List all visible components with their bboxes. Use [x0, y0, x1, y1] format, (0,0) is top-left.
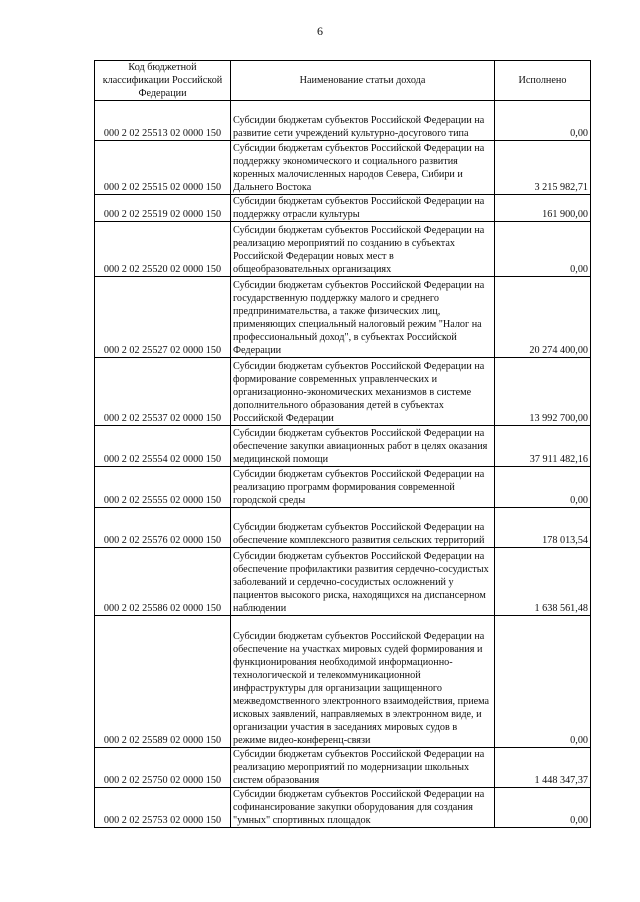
row-amount: 0,00 — [495, 467, 591, 508]
budget-income-table — [94, 60, 591, 828]
row-code: 000 2 02 25750 02 0000 150 — [95, 748, 231, 788]
row-name: Субсидии бюджетам субъектов Российской Федерации на реализацию программ формирования современной городской среды — [231, 467, 495, 508]
row-code: 000 2 02 25555 02 0000 150 — [95, 467, 231, 508]
row-amount: 20 274 400,00 — [495, 277, 591, 358]
row-code: 000 2 02 25586 02 0000 150 — [95, 548, 231, 616]
table-header-row — [95, 61, 591, 101]
row-name: Субсидии бюджетам субъектов Российской Федерации на развитие сети учреждений культурно-досугового типа — [231, 101, 495, 141]
table-row — [95, 277, 591, 358]
table-row — [95, 141, 591, 195]
table-row — [95, 467, 591, 508]
table-row — [95, 101, 591, 141]
row-amount: 0,00 — [495, 222, 591, 277]
table-row — [95, 748, 591, 788]
header-code: Код бюджетной классификации Российской Федерации — [95, 61, 231, 101]
row-code: 000 2 02 25554 02 0000 150 — [95, 426, 231, 467]
row-name: Субсидии бюджетам субъектов Российской Федерации на реализацию мероприятий по созданию в субъектах Российской Федерации новых мест в общеобразовательных организациях — [231, 222, 495, 277]
row-amount: 13 992 700,00 — [495, 358, 591, 426]
table-row — [95, 508, 591, 548]
row-name: Субсидии бюджетам субъектов Российской Федерации на софинансирование закупки оборудования для создания "умных" спортивных площадок — [231, 788, 495, 828]
row-code: 000 2 02 25589 02 0000 150 — [95, 616, 231, 748]
row-name: Субсидии бюджетам субъектов Российской Федерации на обеспечение комплексного развития сельских территорий — [231, 508, 495, 548]
table-row — [95, 358, 591, 426]
row-amount: 161 900,00 — [495, 195, 591, 222]
row-code: 000 2 02 25513 02 0000 150 — [95, 101, 231, 141]
row-amount: 0,00 — [495, 616, 591, 748]
row-amount: 3 215 982,71 — [495, 141, 591, 195]
row-name: Субсидии бюджетам субъектов Российской Федерации на обеспечение закупки авиационных работ в целях оказания медицинской помощи — [231, 426, 495, 467]
row-code: 000 2 02 25527 02 0000 150 — [95, 277, 231, 358]
row-amount: 37 911 482,16 — [495, 426, 591, 467]
table-row — [95, 222, 591, 277]
row-code: 000 2 02 25537 02 0000 150 — [95, 358, 231, 426]
table-row — [95, 548, 591, 616]
row-code: 000 2 02 25753 02 0000 150 — [95, 788, 231, 828]
row-amount: 1 638 561,48 — [495, 548, 591, 616]
row-code: 000 2 02 25576 02 0000 150 — [95, 508, 231, 548]
header-name: Наименование статьи дохода — [231, 61, 495, 101]
row-code: 000 2 02 25519 02 0000 150 — [95, 195, 231, 222]
row-amount: 1 448 347,37 — [495, 748, 591, 788]
row-amount: 178 013,54 — [495, 508, 591, 548]
row-amount: 0,00 — [495, 788, 591, 828]
row-amount: 0,00 — [495, 101, 591, 141]
row-name: Субсидии бюджетам субъектов Российской Федерации на реализацию мероприятий по модернизации школьных систем образования — [231, 748, 495, 788]
row-name: Субсидии бюджетам субъектов Российской Федерации на обеспечение профилактики развития сердечно-сосудистых заболеваний и сердечно-сосудистых осложнений у пациентов высокого риска, находящихся на диспансерном наблюдении — [231, 548, 495, 616]
row-name: Субсидии бюджетам субъектов Российской Федерации на государственную поддержку малого и среднего предпринимательства, а также физических лиц, применяющих специальный налоговый режим "Налог на профессиональный доход", в субъектах Российской Федерации — [231, 277, 495, 358]
page-number: 6 — [317, 24, 323, 38]
table-row — [95, 616, 591, 748]
header-amount: Исполнено — [495, 61, 591, 101]
row-code: 000 2 02 25520 02 0000 150 — [95, 222, 231, 277]
row-name: Субсидии бюджетам субъектов Российской Федерации на поддержку экономического и социального развития коренных малочисленных народов Севера, Сибири и Дальнего Востока — [231, 141, 495, 195]
table-row — [95, 788, 591, 828]
row-name: Субсидии бюджетам субъектов Российской Федерации на поддержку отрасли культуры — [231, 195, 495, 222]
row-name: Субсидии бюджетам субъектов Российской Федерации на формирование современных управленческих и организационно-экономических механизмов в системе дополнительного образования детей в субъектах Российской Федерации — [231, 358, 495, 426]
table-row — [95, 195, 591, 222]
table-row — [95, 426, 591, 467]
row-name: Субсидии бюджетам субъектов Российской Федерации на обеспечение на участках мировых судей формирования и функционирования необходимой информационно-технологической и телекоммуникационной инфраструктуры для организации защищенного межведомственного электронного взаимодействия, приема исковых заявлений, направляемых в электронном виде, и организации участия в заседаниях мировых судов в режиме видео-конференц-связи — [231, 616, 495, 748]
row-code: 000 2 02 25515 02 0000 150 — [95, 141, 231, 195]
